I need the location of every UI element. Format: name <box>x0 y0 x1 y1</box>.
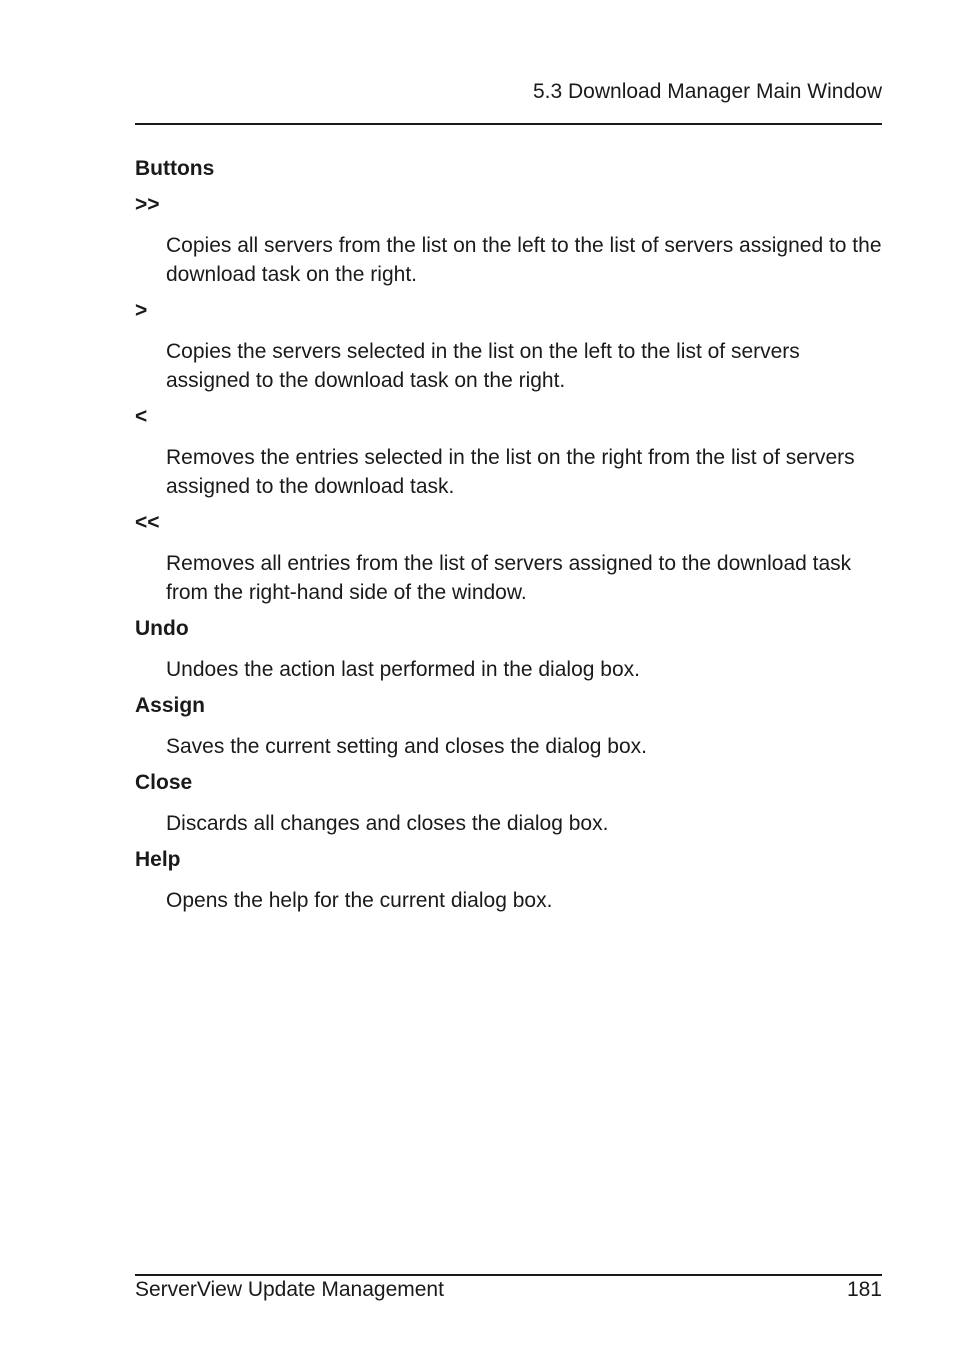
footer-product-name: ServerView Update Management <box>135 1278 444 1301</box>
entry-help <box>135 846 885 915</box>
entry-description: Copies the servers selected in the list on the left to the list of servers assigned to the download task on the right. <box>166 340 800 392</box>
page-number: 181 <box>846 1278 882 1301</box>
entry-description: Removes all entries from the list of servers assigned to the download task from the right-hand side of the window. <box>166 552 852 604</box>
entry-copy-all <box>135 191 885 289</box>
entry-remove-all <box>135 509 885 607</box>
running-header: 5.3 Download Manager Main Window <box>532 80 882 103</box>
entry-assign <box>135 692 885 761</box>
page-content <box>135 155 885 923</box>
entry-description: Discards all changes and closes the dialog box. <box>166 812 609 835</box>
entry-term: >> <box>135 193 160 216</box>
entry-copy-selected <box>135 297 885 395</box>
entry-term: Close <box>135 771 193 794</box>
entry-description: Copies all servers from the list on the left to the list of servers assigned to the download task on the right. <box>166 234 882 286</box>
entry-description: Opens the help for the current dialog box. <box>166 889 553 912</box>
entry-term: Undo <box>135 617 189 640</box>
entry-term: Help <box>135 848 181 871</box>
entry-description: Removes the entries selected in the list on the right from the list of servers assigned to the download task. <box>166 446 855 498</box>
entry-term: << <box>135 511 160 534</box>
page-footer <box>135 1276 882 1304</box>
header-divider <box>135 123 882 125</box>
entry-remove-selected <box>135 403 885 501</box>
entry-description: Undoes the action last performed in the dialog box. <box>166 658 640 681</box>
entry-description: Saves the current setting and closes the dialog box. <box>166 735 647 758</box>
entry-term: Assign <box>135 694 206 717</box>
section-title: Buttons <box>135 157 215 180</box>
entry-term: < <box>135 405 148 428</box>
entry-undo <box>135 615 885 684</box>
entry-term: > <box>135 299 148 322</box>
entry-close <box>135 769 885 838</box>
